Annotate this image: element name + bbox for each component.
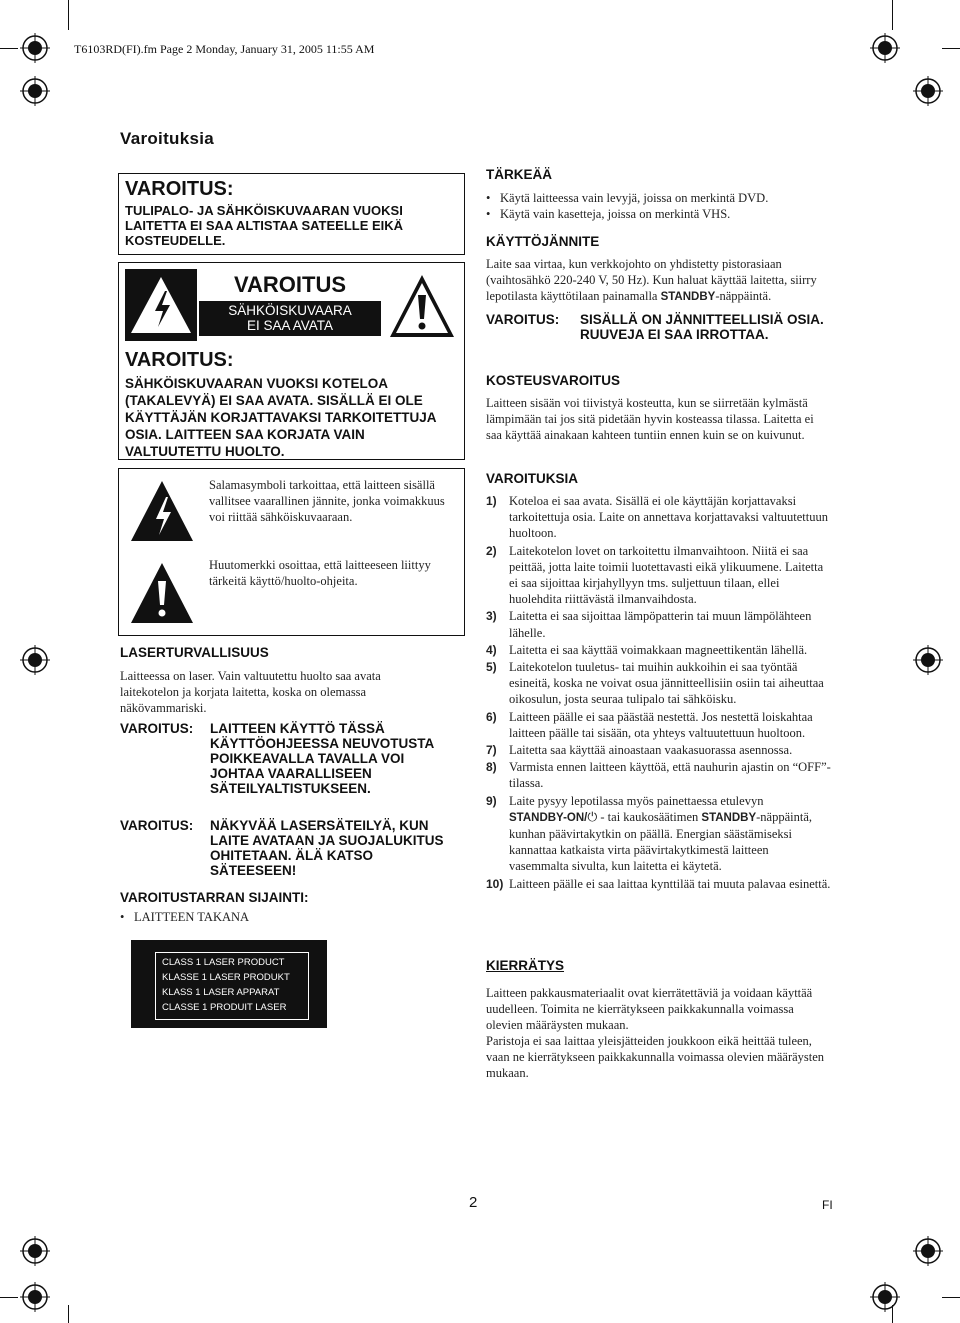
- crop-mark: [68, 0, 69, 30]
- laser-caution2-label: VAROITUS:: [120, 818, 194, 833]
- laser-label-line: KLASS 1 LASER APPARAT: [162, 987, 280, 998]
- label-location-list: [120, 909, 420, 925]
- list-item: 7) Laitetta saa käyttää ainoastaan vaakasuorassa asennossa.: [486, 743, 793, 758]
- laser-label-line: KLASSE 1 LASER PRODUKT: [162, 972, 290, 983]
- list-item: 9) Laite pysyy lepotilassa myös painettaessa etulevyn STANDBY-ON/⏻ - tai kaukosäätimen STANDBY-näppäintä, kunhan päävirtakytkin on päällä. Energian säästämiseksi kannattaa katkaista virta päävirtakytkimestä laitteen vasemmalta sivulta, kun laitetta ei käytetä.: [486, 793, 813, 874]
- voltage-heading: KÄYTTÖJÄNNITE: [486, 234, 600, 249]
- warning-box-fire: [118, 173, 465, 255]
- list-item: 8) Varmista ennen laitteen käyttöä, että nauhurin ajastin on “OFF”-tilassa.: [486, 760, 831, 791]
- crop-mark: [892, 0, 893, 30]
- laser-safety-heading: LASERTURVALLISUUS: [120, 645, 269, 660]
- crop-mark: [942, 48, 960, 49]
- laser-caution1-label: VAROITUS:: [120, 721, 194, 736]
- registration-mark-icon: [870, 33, 900, 63]
- registration-mark-icon: [870, 1282, 900, 1312]
- list-item: 2) Laitekotelon lovet on tarkoitettu ilmanvaihtoon. Niitä ei saa peittää, jotta laite toimii luotettavasti eikä ylikuumene. Laitetta ei saa sijoittaa kirjahyllyyn tms. suljettuun tilaan, ellei huolehdita riittävästä ilmanvaihdosta.: [486, 543, 824, 607]
- crop-mark: [942, 1297, 960, 1298]
- power-icon: ⏻: [587, 809, 598, 824]
- crop-mark: [68, 1305, 69, 1323]
- list-item: 3) Laitetta ei saa sijoittaa lämpöpatterin tai muun lämpölähteen lähelle.: [486, 609, 812, 640]
- standby-key-label: STANDBY: [701, 811, 757, 824]
- laser-label-line: CLASSE 1 PRODUIT LASER: [162, 1002, 287, 1013]
- warning-text: TULIPALO- JA SÄHKÖISKUVAARAN VUOKSI LAITETTA EI SAA ALTISTAA SATEELLE EIKÄ KOSTEUDELLE.: [125, 203, 404, 248]
- laser-safety-text: Laitteessa on laser. Vain valtuutettu huolto saa avata laitekotelon ja korjata laitetta, koska on olemassa näkövammariski.: [120, 669, 381, 715]
- crop-mark: [0, 48, 18, 49]
- registration-mark-icon: [20, 76, 50, 106]
- warnings-list: [486, 493, 831, 893]
- list-item: • Käytä laitteessa vain levyjä, joissa on merkintä DVD.: [486, 190, 831, 206]
- moisture-text: Laitteen sisään voi tiivistyä kosteutta, kun se siirretään kylmästä lämpimään tai jos sitä pidetään hyvin kosteassa tilassa. Laitetta ei saa käyttää ainakaan kahteen tuntiin ennen kuin se on kuivunut.: [486, 396, 814, 442]
- standby-on-key-label: STANDBY-ON/: [509, 811, 588, 824]
- warning-text: SÄHKÖISKUVAARAN VUOKSI KOTELOA (TAKALEVYÄ) EI SAA AVATA. SISÄLLÄ EI OLE KÄYTTÄJÄN KORJATTAVAKSI TARKOITETTUJA OSIA. LAITTEEN SAA KORJATA VAIN VALTUUTETTU HUOLTO.: [125, 376, 436, 459]
- list-item: 6) Laitteen päälle ei saa päästää nestettä. Jos nestettä loiskahtaa laitteen päälle tai sisään, ota yhteys valtuutettuun huoltoon.: [486, 709, 813, 740]
- registration-mark-icon: [913, 76, 943, 106]
- warning-box-shock: [118, 262, 465, 460]
- registration-mark-icon: [20, 1282, 50, 1312]
- registration-mark-icon: [913, 1236, 943, 1266]
- exclamation-warning-icon: [386, 269, 458, 341]
- section-title: Varoituksia: [120, 129, 215, 148]
- caution-label-line1: SÄHKÖISKUVAARA: [228, 303, 352, 318]
- caution-label: VAROITUS:: [486, 312, 560, 327]
- registration-mark-icon: [913, 645, 943, 675]
- laser-caution2-text: NÄKYVÄÄ LASERSÄTEILYÄ, KUN LAITE AVATAAN JA SUOJALUKITUS OHITETAAN. ÄLÄ KATSO SÄTEESEEN!: [210, 818, 444, 878]
- exclamation-triangle-icon: [129, 561, 195, 632]
- list-item: 5) Laitekotelon tuuletus- tai muihin aukkoihin ei saa työntää esineitä, koska ne voivat osua jännitteellisiin osiin tai aiheuttaa oikosulun, josta seuraa tulipalo tai sähköisku.: [486, 660, 824, 707]
- important-list: [486, 190, 831, 222]
- lightning-warning-icon: [125, 269, 197, 341]
- laser-label-line: CLASS 1 LASER PRODUCT: [162, 957, 285, 968]
- page-number: 2: [469, 1194, 478, 1211]
- recycling-text-2: Paristoja ei saa laittaa yleisjätteiden joukkoon eikä heittää tuleen, vaan ne kierrätykseen paikkakunnalla voimassa olevien määräysten mukaan.: [486, 1034, 825, 1080]
- registration-mark-icon: [20, 645, 50, 675]
- crop-mark: [892, 1305, 893, 1323]
- recycling-text-1: Laitteen pakkausmateriaalit ovat kierrätettäviä ja voidaan käyttää uudelleen. Toimita ne kierrätykseen paikkakunnalla voimassa olevien määräysten mukaan.: [486, 986, 813, 1032]
- caution-label: [199, 269, 381, 336]
- lightning-triangle-icon: [129, 479, 195, 550]
- lightning-explanation: Salamasymboli tarkoittaa, että laitteen sisällä vallitsee vaarallinen jännite, jonka voimakkuus voi riittää sähköiskuvaaraan.: [209, 478, 445, 524]
- recycling-heading: KIERRÄTYS: [486, 958, 565, 973]
- warning-heading: VAROITUS:: [125, 178, 234, 200]
- file-info-header: T6103RD(FI).fm Page 2 Monday, January 31, 2005 11:55 AM: [74, 42, 375, 56]
- laser-product-label: [131, 940, 327, 1028]
- crop-mark: [0, 1297, 18, 1298]
- label-location-heading: VAROITUSTARRAN SIJAINTI:: [120, 890, 309, 905]
- list-item: 10) Laitteen päälle ei saa laittaa kynttilää tai muuta palavaa esinettä.: [486, 876, 831, 891]
- list-item: 4) Laitetta ei saa käyttää voimakkaan magneettikentän lähellä.: [486, 642, 808, 657]
- list-item: • Käytä vain kasetteja, joissa on merkintä VHS.: [486, 206, 831, 222]
- warning-heading: VAROITUS:: [125, 349, 234, 371]
- list-item: 1) Koteloa ei saa avata. Sisällä ei ole käyttäjän korjattavaksi tarkoitettuja osia. Laite on annettava korjattavaksi valtuutettuun huoltoon.: [486, 494, 828, 541]
- important-heading: TÄRKEÄÄ: [486, 167, 552, 182]
- caution-label-line2: EI SAA AVATA: [246, 318, 334, 333]
- moisture-heading: KOSTEUSVAROITUS: [486, 373, 621, 388]
- caution-text: SISÄLLÄ ON JÄNNITTEELLISIÄ OSIA. RUUVEJA EI SAA IRROTTAA.: [580, 312, 824, 342]
- symbol-explanation-box: [118, 468, 465, 636]
- laser-caution1-text: LAITTEEN KÄYTTÖ TÄSSÄ KÄYTTÖOHJEESSA NEUVOTUSTA POIKKEAVALLA TAVALLA VOI JOHTAA VAARALLISEEN SÄTEILYALTISTUKSEEN.: [210, 721, 434, 796]
- registration-mark-icon: [20, 33, 50, 63]
- list-item: • LAITTEEN TAKANA: [120, 909, 420, 925]
- exclamation-explanation: Huutomerkki osoittaa, että laitteeseen liittyy tärkeitä käyttö/huolto-ohjeita.: [209, 558, 431, 588]
- language-code: FI: [822, 1198, 833, 1212]
- standby-key-label: STANDBY: [660, 291, 716, 303]
- caution-label-title: VAROITUS: [233, 272, 347, 297]
- voltage-text: Laite saa virtaa, kun verkkojohto on yhdistetty pistorasiaan (vaihtosähkö 220-240 V, 50 Hz). Kun haluat käyttää laitetta, siirry lepotilasta käyttötilaan painamalla STANDBY-näppäintä.: [486, 257, 817, 303]
- registration-mark-icon: [20, 1236, 50, 1266]
- warnings-heading: VAROITUKSIA: [486, 471, 579, 486]
